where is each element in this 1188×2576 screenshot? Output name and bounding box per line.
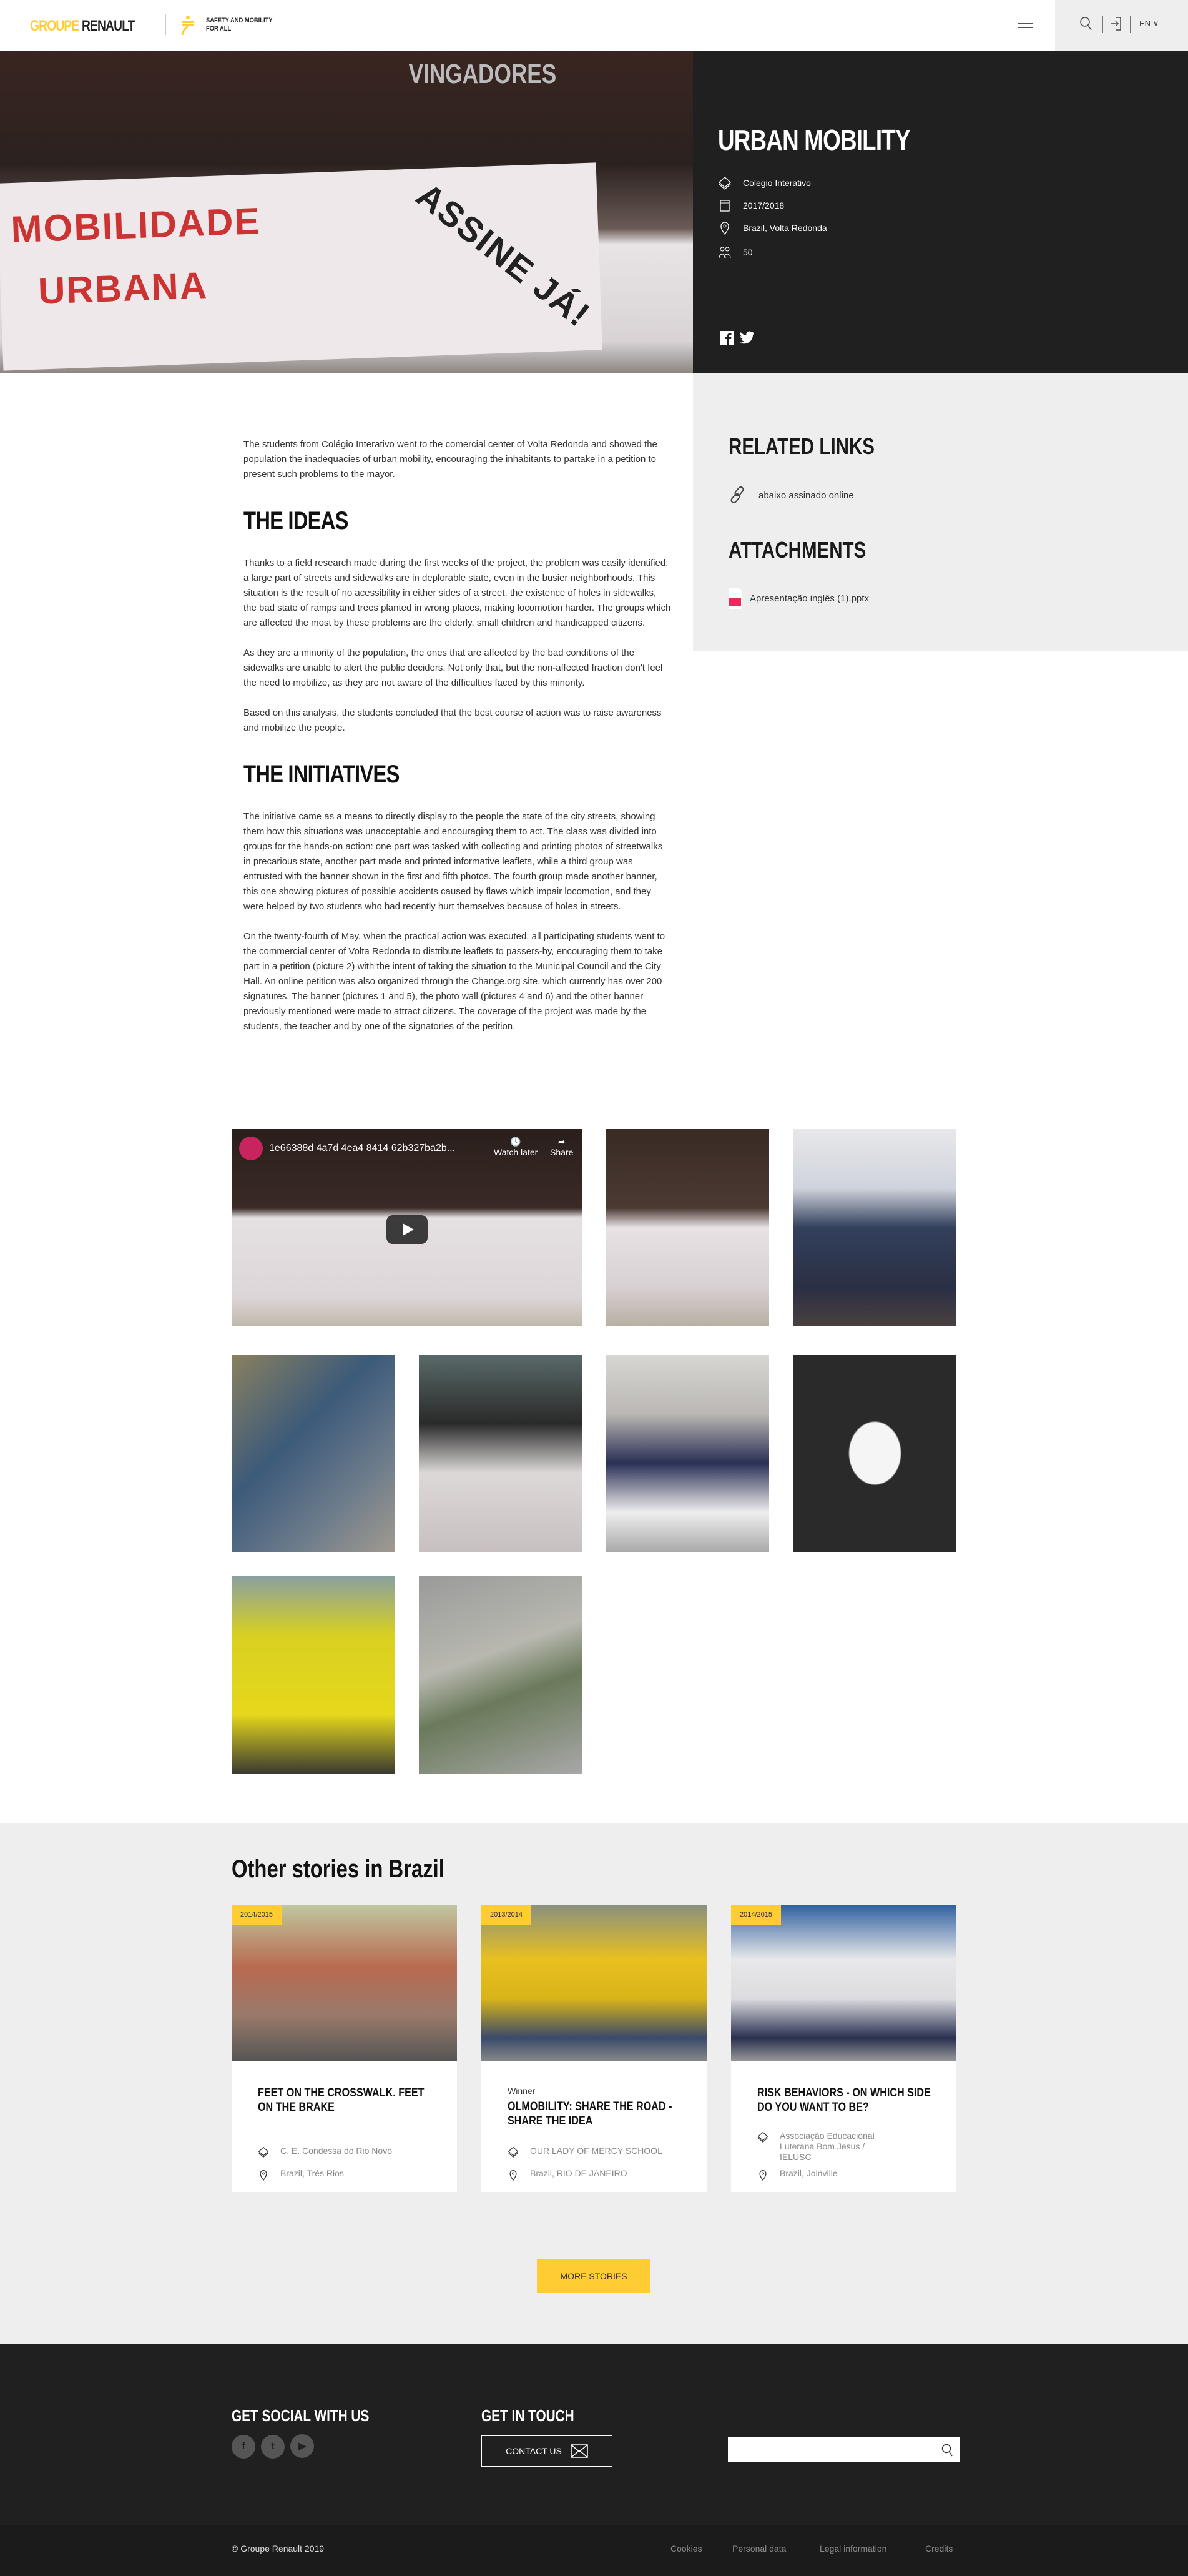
touch-heading: GET IN TOUCH bbox=[481, 2406, 574, 2425]
school-icon bbox=[508, 2146, 519, 2158]
meta-location: Brazil, Volta Redonda bbox=[718, 221, 827, 235]
footer bbox=[0, 2344, 1188, 2525]
gallery-photo[interactable] bbox=[606, 1355, 769, 1552]
paragraph: On the twenty-fourth of May, when the practical action was executed, all participating students went to the commercial center of Volta Redonda to distribute leaflets to passers-by, encouraging them to take part in a petition (picture 2) with the intent of taking the situation to the Municipal Council and the City Hall. An online petition was also organized through the Change.org site, which currently has over 200 signatures. The banner (pictures 1 and 5), the photo wall (pictures 4 and 6) and the other banner previously mentioned were made to attract citizens. The coverage of the project was made by the students, the teacher and by one of the signatories of the petition. bbox=[243, 931, 665, 1032]
paragraph: The initiative came as a means to directly display to the people the state of the city streets, showing them how this situations was unacceptable and encouraging them to act. The class was divided into groups for the hands-on action: one part was tasked with collecting and printing photos of streetwalks in precarious state, another part made and printed informative leaflets, while a third group was entrusted with the banner shown in the first and fifth photos. The fourth group made another banner, this one showing pictures of possible accidents caused by flaws which impair locomotion, and they were helped by two students who had recently hurt themselves because of holes in streets. bbox=[243, 811, 663, 912]
gallery-photo[interactable] bbox=[419, 1355, 582, 1552]
location-pin-icon bbox=[757, 2168, 768, 2182]
year-badge: 2014/2015 bbox=[232, 1905, 282, 1925]
attachments-heading: ATTACHMENTS bbox=[729, 537, 866, 563]
logo-divider bbox=[165, 14, 166, 35]
search-icon[interactable] bbox=[1080, 16, 1092, 31]
gallery-photo[interactable] bbox=[793, 1129, 956, 1326]
envelope-icon bbox=[571, 2444, 588, 2458]
side-panel bbox=[693, 373, 1188, 651]
hamburger-menu-icon[interactable] bbox=[1018, 19, 1033, 29]
twitter-icon[interactable] bbox=[740, 331, 755, 345]
login-icon[interactable] bbox=[1110, 16, 1122, 31]
story-location: Brazil, Três Rios bbox=[258, 2168, 344, 2182]
story-image bbox=[481, 1905, 707, 2061]
channel-avatar bbox=[239, 1137, 263, 1160]
year-badge: 2014/2015 bbox=[731, 1905, 781, 1925]
more-stories-button[interactable]: MORE STORIES bbox=[537, 2259, 650, 2293]
clock-icon: 🕓 bbox=[510, 1137, 521, 1147]
location-pin-icon bbox=[258, 2168, 269, 2182]
paragraph: Thanks to a field research made during the first weeks of the project, the problem was easily identified: a large part of streets and sidewalks are in deplorable state, even in the busier neighborhoods. This situation is the result of no acessibility in either sides of a street, the existence of holes in sidewalks, the bad state of ramps and trees planted in wrong places, making locomotion harder. The groups which are affected the most by these problems are the elderly, small children and handicapped citizens. bbox=[243, 558, 671, 628]
paragraph: Based on this analysis, the students concluded that the best course of action was to raise awareness and mobilize the people. bbox=[243, 708, 662, 733]
facebook-icon[interactable]: f bbox=[232, 2435, 255, 2459]
twitter-icon[interactable]: t bbox=[261, 2435, 285, 2459]
attachment-file[interactable]: Apresentação inglês (1).pptx bbox=[729, 587, 869, 609]
search-icon[interactable] bbox=[941, 2444, 954, 2457]
related-links-heading: RELATED LINKS bbox=[729, 433, 875, 459]
story-school: OUR LADY OF MERCY SCHOOL bbox=[508, 2146, 662, 2158]
copyright: © Groupe Renault 2019 bbox=[232, 2544, 325, 2554]
story-location: Brazil, RIO DE JANEIRO bbox=[508, 2168, 627, 2182]
related-link[interactable]: abaixo assinado online bbox=[729, 486, 854, 505]
youtube-icon[interactable]: ▶ bbox=[290, 2434, 314, 2458]
social-heading: GET SOCIAL WITH US bbox=[232, 2406, 370, 2425]
story-image bbox=[731, 1905, 956, 2061]
gallery-photo[interactable] bbox=[232, 1576, 395, 1774]
footer-bottom-bar bbox=[0, 2525, 1188, 2576]
story-school: Associação Educacional Luterana Bom Jesus / IELUSC bbox=[757, 2131, 895, 2163]
story-location: Brazil, Joinville bbox=[757, 2168, 838, 2182]
gallery-photo[interactable] bbox=[606, 1129, 769, 1326]
ideas-heading: THE IDEAS bbox=[243, 507, 348, 535]
meta-year: 2017/2018 bbox=[718, 199, 784, 212]
story-title: RISK BEHAVIORS - ON WHICH SIDE DO YOU WANT TO BE? bbox=[757, 2086, 931, 2114]
footer-link-cookies[interactable]: Cookies bbox=[670, 2544, 702, 2554]
footer-link-credits[interactable]: Credits bbox=[925, 2544, 953, 2554]
location-pin-icon bbox=[508, 2168, 519, 2182]
header-tools bbox=[1055, 0, 1188, 51]
story-card[interactable] bbox=[481, 1905, 707, 2192]
share-button[interactable]: ➦ Share bbox=[550, 1137, 574, 1157]
year-badge: 2013/2014 bbox=[481, 1905, 531, 1925]
story-image bbox=[232, 1905, 457, 2061]
video-player[interactable] bbox=[232, 1129, 582, 1326]
groupe-renault-logo[interactable]: GROUPE RENAULT bbox=[30, 17, 135, 34]
pptx-file-icon bbox=[729, 587, 742, 609]
school-icon bbox=[718, 176, 732, 190]
winner-label: Winner bbox=[508, 2086, 536, 2096]
paragraph: As they are a minority of the population, the ones that are affected by the bad conditions of the sidewalks are unable to alert the public deciders. Not only that, but the non-affected fraction don't feel the need to mobilize, as they are not aware of the difficulties faced by this minority. bbox=[243, 648, 663, 688]
location-pin-icon bbox=[718, 221, 732, 235]
story-school: C. E. Condessa do Rio Novo bbox=[258, 2146, 392, 2158]
play-button-icon[interactable] bbox=[386, 1215, 428, 1244]
meta-school: Colegio Interativo bbox=[718, 176, 811, 190]
school-icon bbox=[258, 2146, 269, 2158]
contact-us-button[interactable]: CONTACT US bbox=[481, 2435, 612, 2467]
footer-link-personal-data[interactable]: Personal data bbox=[732, 2544, 787, 2554]
school-icon bbox=[757, 2131, 768, 2143]
link-icon bbox=[729, 486, 747, 505]
search-input[interactable] bbox=[728, 2437, 934, 2462]
story-title: FEET ON THE CROSSWALK. FEET ON THE BRAKE bbox=[258, 2086, 425, 2114]
chevron-down-icon: ∨ bbox=[1152, 19, 1159, 28]
footer-link-legal[interactable]: Legal information bbox=[820, 2544, 887, 2554]
people-icon bbox=[718, 245, 732, 259]
divider bbox=[1130, 16, 1131, 33]
hero-image: VINGADORES MOBILIDADE URBANA ASSINE JÁ! bbox=[0, 51, 693, 373]
story-card[interactable] bbox=[731, 1905, 956, 2192]
divider bbox=[1102, 16, 1103, 33]
gallery-photo[interactable] bbox=[793, 1355, 956, 1552]
safety-mobility-logo-icon bbox=[180, 15, 196, 35]
banner-graphic: MOBILIDADE URBANA ASSINE JÁ! bbox=[0, 162, 602, 370]
logo-tagline: SAFETY AND MOBILITY FOR ALL bbox=[206, 17, 273, 32]
intro-paragraph: The students from Colégio Interativo went to the comercial center of Volta Redonda and showed the population the inadequacies of urban mobility, encouraging the inhabitants to partake in a petition to present such problems to the mayor. bbox=[243, 439, 657, 480]
share-links bbox=[720, 331, 755, 345]
initiatives-heading: THE INITIATIVES bbox=[243, 761, 400, 788]
site-header bbox=[0, 0, 1188, 51]
gallery-photo[interactable] bbox=[232, 1355, 395, 1552]
meta-participants: 50 bbox=[718, 245, 753, 259]
social-links bbox=[232, 2434, 320, 2459]
section-heading: Other stories in Brazil bbox=[232, 1855, 444, 1883]
watch-later-button[interactable]: 🕓 Watch later bbox=[494, 1137, 538, 1157]
article-body bbox=[243, 437, 671, 1049]
hero-info-panel bbox=[693, 51, 1188, 373]
calendar-icon bbox=[718, 199, 732, 212]
gallery-photo[interactable] bbox=[419, 1576, 582, 1774]
share-arrow-icon: ➦ bbox=[557, 1137, 566, 1147]
footer-search bbox=[728, 2437, 960, 2462]
video-title: 1e66388d 4a7d 4ea4 8414 62b327ba2b... bbox=[269, 1143, 456, 1153]
story-card[interactable] bbox=[232, 1905, 457, 2192]
language-selector[interactable]: EN ∨ bbox=[1139, 19, 1159, 28]
page-title: URBAN MOBILITY bbox=[718, 124, 910, 156]
facebook-icon[interactable] bbox=[720, 331, 734, 345]
story-title: OLMOBILITY: SHARE THE ROAD - SHARE THE IDEA bbox=[508, 2100, 672, 2128]
